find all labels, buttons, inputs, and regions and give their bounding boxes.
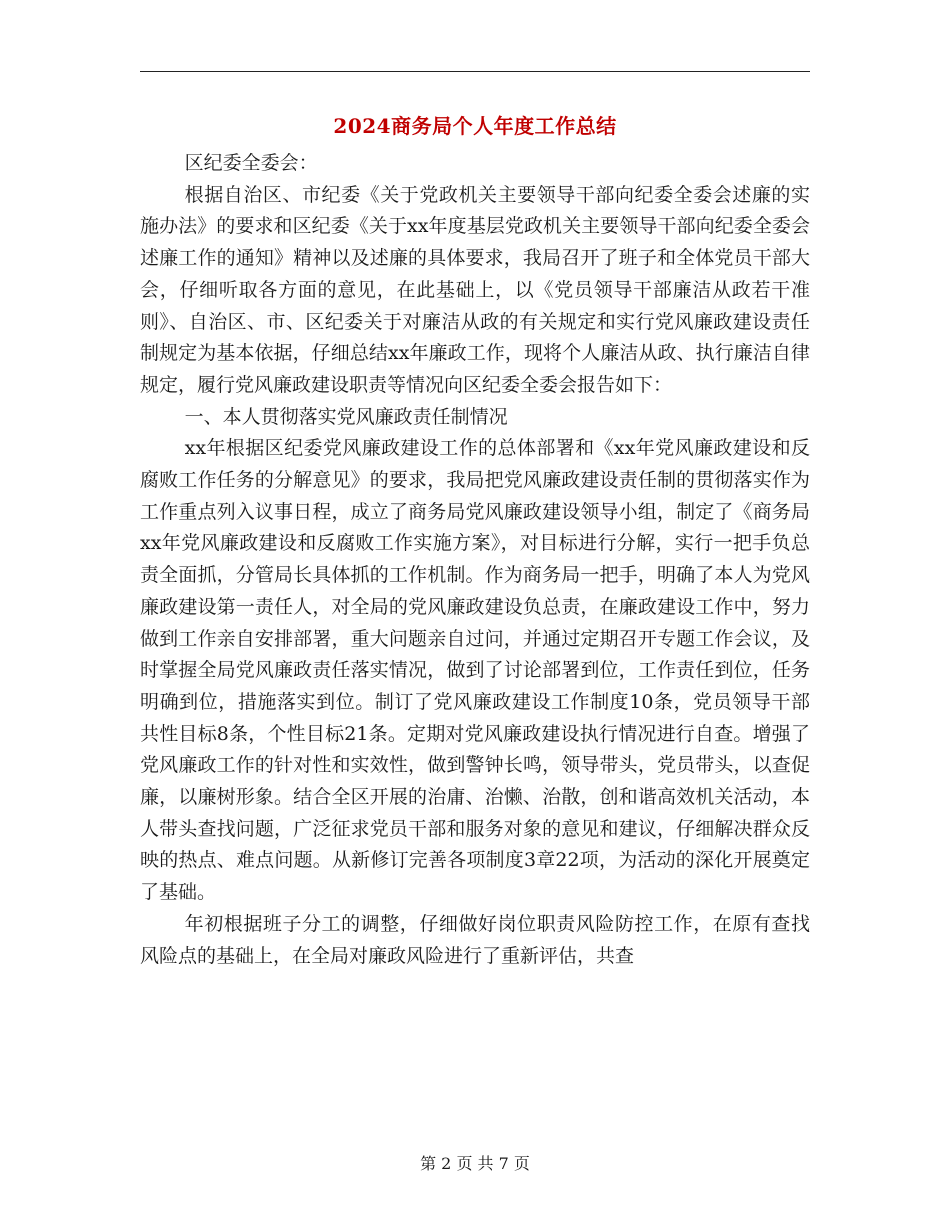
paragraph-risk-control: 年初根据班子分工的调整，仔细做好岗位职责风险防控工作，在原有查找风险点的基础上，在全局对廉政风险进行了重新评估，共查 (140, 912, 810, 967)
document-body (140, 148, 810, 972)
salutation: 区纪委全委会： (184, 152, 318, 174)
header-rule (140, 71, 810, 72)
paragraph-section-1: xx年根据区纪委党风廉政建设工作的总体部署和《xx年党风廉政建设和反腐败工作任务的分解意见》的要求，我局把党风廉政建设责任制的贯彻落实作为工作重点列入议事日程，成立了商务局党风廉政建设领导小组，制定了《商务局xx年党风廉政建设和反腐败工作实施方案》，对目标进行分解，实行一把手负总责全面抓，分管局长具体抓的工作机制。作为商务局一把手，明确了本人为党风廉政建设第一责任人，对全局的党风廉政建设负总责，在廉政建设工作中，努力做到工作亲自安排部署，重大问题亲自过问，并通过定期召开专题工作会议，及时掌握全局党风廉政责任落实情况，做到了讨论部署到位，工作责任到位，任务明确到位，措施落实到位。制订了党风廉政建设工作制度10条，党员领导干部共性目标8条，个性目标21条。定期对党风廉政建设执行情况进行自查。增强了党风廉政工作的针对性和实效性，做到警钟长鸣，领导带头，党员带头，以查促廉，以廉树形象。结合全区开展的治庸、治懒、治散，创和谐高效机关活动，本人带头查找问题，广泛征求党员干部和服务对象的意见和建议，仔细解决群众反映的热点、难点问题。从新修订完善各项制度3章22项，为活动的深化开展奠定了基础。 (140, 437, 810, 904)
section-heading: 一、本人贯彻落实党风廉政责任制情况 (184, 405, 508, 428)
document-title: 2024商务局个人年度工作总结 (333, 114, 617, 138)
page-number: 第 2 页 共 7 页 (420, 1154, 530, 1173)
paragraph-intro: 根据自治区、市纪委《关于党政机关主要领导干部向纪委全委会述廉的实施办法》的要求和区纪委《关于xx年度基层党政机关主要领导干部向纪委全委会述廉工作的通知》精神以及述廉的具体要求，我局召开了班子和全体党员干部大会，仔细听取各方面的意见，在此基础上，以《党员领导干部廉洁从政若干准则》、自治区、市、区纪委关于对廉洁从政的有关规定和实行党风廉政建设责任制规定为基本依据，仔细总结xx年廉政工作，现将个人廉洁从政、执行廉洁自律规定，履行党风廉政建设职责等情况向区纪委全委会报告如下： (140, 183, 810, 396)
